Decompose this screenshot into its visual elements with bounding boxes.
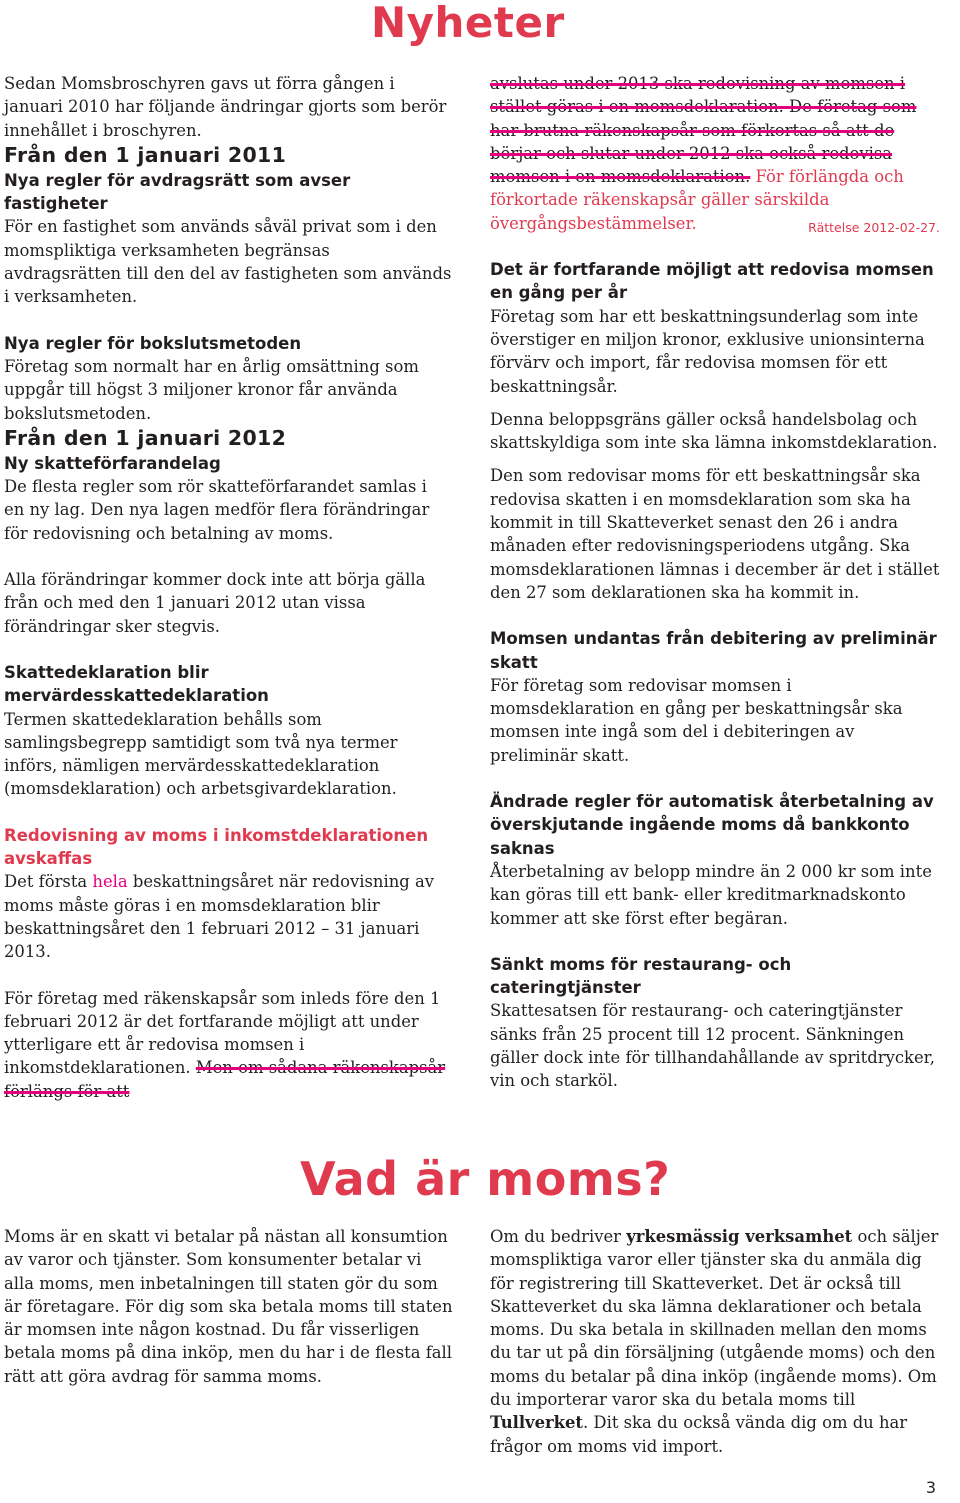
paragraph-alla-forandringar: Alla förändringar kommer dock inte att börja gälla från och med den 1 januari 2012 utan vissa förändringar sker stegvis. [4,570,426,636]
paragraph-bokslutsmetoden: Företag som normalt har en årlig omsättning som uppgår till högst 3 miljoner kronor får använda bokslutsmetoden. [4,356,419,423]
bottom-left-column [4,1225,454,1388]
heading-bokslutsmetoden: Nya regler för bokslutsmetoden [4,333,302,353]
correction-date-note: Rättelse 2012-02-27. [808,219,940,235]
paragraph-skattedeklaration: Termen skattedeklaration behålls som samlingsbegrepp samtidigt som två nya termer införs, nämligen mervärdesskattedeklaration (momsdeklaration) och arbetsgivardeklaration. [4,709,398,799]
bottom-right-column [490,1225,940,1458]
heading-skatteforfarandelag: Ny skatteförfarandelag [4,453,221,473]
heading-redovisning-inkomstdeklaration: Redovisning av moms i inkomstdeklarationen avskaffas [4,825,429,869]
heading-avdragsratt: Nya regler för avdragsrätt som avser fastigheter [4,170,351,214]
redovisning-text-1: Det första [4,872,93,892]
registrering-bold-tullverket: Tullverket [490,1413,584,1433]
paragraph-avdragsratt: För en fastighet som används såväl privat som i den momspliktiga verksamheten begränsas avdragsrätten till den del av fastigheten som används i verksamheten. [4,217,452,307]
paragraph-vad-ar-moms: Moms är en skatt vi betalar på nästan all konsumtion av varor och tjänster. Som konsumenter betalar vi alla moms, men inbetalningen till staten gör du som är företagare. För dig som ska betala moms till staten är momsen inte någon kostnad. Du får visserligen betala moms på dina inköp, men du har i de flesta fall rätt att göra avdrag för samma moms. [4,1227,453,1386]
paragraph-skatteforfarandelag: De flesta regler som rör skatteförfarandet samlas i en ny lag. Den nya lagen medför flera förändringar för redovisning och betalning av moms. [4,477,430,543]
paragraph-restaurang: Skattesatsen för restaurang- och cateringtjänster sänks från 25 procent till 12 procent. Sänkningen gäller dock inte för tillhandahållande av spritdrycker, vin och starköl. [490,1001,935,1091]
paragraph-en-gang-per-ar: Företag som har ett beskattningsunderlag som inte överstiger en miljon kronor, exklusive unionsinterna förvärv och import, får redovisa momsen för ett beskattningsår. [490,306,925,396]
intro-paragraph: Sedan Momsbroschyren gavs ut förra gången i januari 2010 har följande ändringar gjorts som berör innehållet i broschyren. [4,74,447,140]
red-correction-text: För förlängda och förkortade [490,167,904,210]
registrering-text-1: Om du bedriver [490,1227,627,1246]
paragraph-correction [490,72,940,235]
heading-restaurang: Sänkt moms för restaurang- och cateringtjänster [490,954,792,998]
year-heading-2012: Från den 1 januari 2012 [4,425,287,450]
paragraph-undantas-debitering: För företag som redovisar momsen i momsdeklaration en gång per beskattningsår ska momsen inte ingå som del i debiteringen av preliminär skatt. [490,675,903,765]
page-number: 3 [925,1478,936,1497]
heading-skattedeklaration: Skattedeklaration blir mervärdesskattedeklaration [4,662,269,706]
page-title-nyheter: Nyheter [371,0,565,47]
paragraph-redovisar-moms: Den som redovisar moms för ett beskattningsår ska redovisa skatten i en momsdeklaration som ska ha kommit in till Skatteverket senast den 26 i andra månaden efter redovisningsperiodens utgång. Ska momsdeklarationen lämnas i december är det i stället den 27 som deklarationen ska ha kommit in. [490,466,940,602]
left-column [4,72,452,1103]
year-heading-2011: Från den 1 januari 2011 [4,142,287,167]
redovisning-highlight-hela: hela [92,872,128,892]
registrering-text-3: . Dit ska du också vända dig om du har frågor om moms vid import. [490,1413,908,1456]
heading-en-gang-per-ar: Det är fortfarande möjligt att redovisa momsen en gång per år [490,260,934,303]
paragraph-redovisning [4,870,452,963]
struck-text: avslutas under 2013 ska redovisning av momsen i stället göras i en momsdeklaration. De företag som har brutna räkenskapsår som förkortas så att de börjar och slutar under 2012 ska också redovisa momsen i en momsdeklaration. [490,74,917,187]
right-column [490,72,940,1093]
registrering-text-2: och säljer momspliktiga varor eller tjänster ska du anmäla dig för registrering till Skatteverket. Det är också till Skatteverket du ska lämna deklarationer och betala moms. Du ska betala in skillnaden mellan den moms du tar ut på din försäljning (utgående moms) och den moms du betalar på dina inköp (ingående moms). Om du importerar varor ska du betala moms till [490,1227,939,1410]
paragraph-registrering [490,1225,940,1458]
paragraph-aterbetalning: Återbetalning av belopp mindre än 2 000 kr som inte kan göras till ett bank- eller kreditmarknadskonto kommer att ske först efter begäran. [490,861,932,928]
heading-aterbetalning: Ändrade regler för automatisk återbetalning av överskjutande ingående moms då bankkonto saknas [490,792,934,858]
paragraph-beloppsgrans: Denna beloppsgräns gäller också handelsbolag och skattskyldiga som inte ska lämna inkomstdeklaration. [490,409,938,453]
section-title-vad-ar-moms: Vad är moms? [300,1152,671,1206]
correction-text-overgangsbestammelser: räkenskapsår gäller särskilda övergångsbestämmelser. [490,190,830,233]
heading-undantas-debitering: Momsen undantas från debitering av preliminär skatt [490,629,937,672]
redovisning-text-2: beskattningsåret när redovisning av moms måste göras i en momsdeklaration blir beskattningsåret den 1 februari 2012 – 31 januari 2013. [4,872,434,962]
registrering-bold-yrkesmassig: yrkesmässig verksamhet [626,1227,853,1246]
foretag-text: För företag med räkenskapsår som inleds före den 1 februari 2012 är det fortfarande möjligt att under ytterligare ett år redovisa momsen i inkomstdeklarationen. [4,988,441,1078]
paragraph-foretag-rakenskapsar [4,987,452,1103]
foretag-struck-text: Men om sådana räkenskapsår förlängs för att [4,1058,446,1101]
